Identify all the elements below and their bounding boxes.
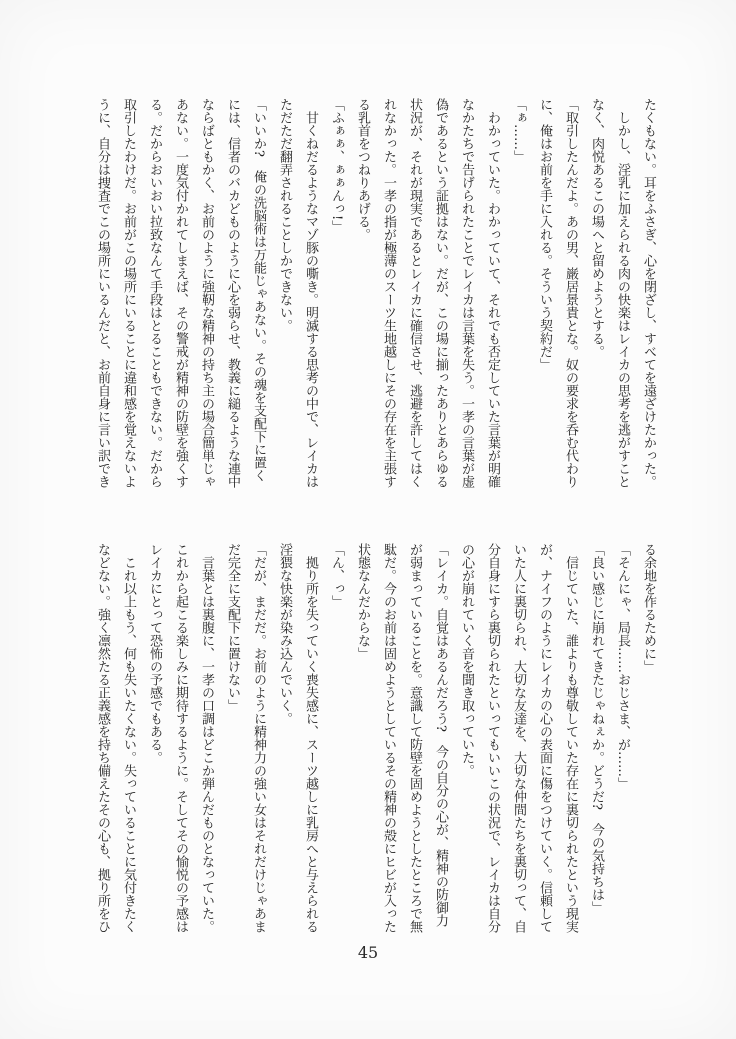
- paragraph: 「ん、っ」: [329, 543, 344, 608]
- paragraph: たくもない。耳をふさぎ、心を閉ざし、すべてを遠ざけたかった。: [641, 98, 656, 488]
- paragraph: 「ぁ……」: [511, 98, 526, 163]
- paragraph: 「だが、まだだ。お前のように精神力の強い女はそれだけじゃあまだ完全に支配下に置けない」: [225, 543, 266, 933]
- paragraph: 信じていた、誰よりも尊敬していた存在に裏切られたという現実が、ナイフのようにレイカの心の表面に傷をつけていく。信頼していた人に裏切られ、大切な友達を、大切な仲間たちを裏切って、自分自身にすら裏切られたといってもいいこの状況で、レイカは自分の心が崩れていく音を聞き取っていた。: [459, 543, 578, 933]
- paragraph: しかし、淫乳に加えられる肉の快楽はレイカの思考を逃がすことなく、肉悦あるこの場へと留めようとする。: [589, 98, 630, 488]
- paragraph: 「取引したんだよ。あの男、巌居景貴とな。奴の要求を呑む代わりに、俺はお前を手に入れる。そういう契約だ」: [537, 98, 578, 488]
- page-number: 45: [357, 943, 379, 962]
- vertical-text-block-top: [89, 98, 661, 488]
- paragraph: 甘くねだるようなマゾ豚の嘶き。明滅する思考の中で、レイカはただただ翻弄されることしかできない。: [277, 98, 318, 488]
- vertical-text-block-bottom: [89, 543, 661, 933]
- paragraph: わかっていた。わかっていて、それでも否定していた言葉が明確なかたちで告げられたことでレイカは言葉を失う。一孝の言葉が虚偽であるという証拠はない。だが、この場に揃ったありとあらゆる状況が、それが現実であるとレイカに確信させ、逃避を許してはくれなかった。一孝の指が極薄のスーツ生地越しにその存在を主張する乳首をつねりあげる。: [355, 98, 500, 488]
- paragraph: 「いいか? 俺の洗脳術は万能じゃあない。その魂を支配下に置くには、信者のバカどものように心を弱らせ、教義に縋るような連中ならばともかく、お前のように強靭な精神の持ち主の場合簡単じゃあない。一度気付かれてしまえば、その警戒が精神の防壁を強くする。だからおいおい拉致なんて手段はとることもできない。だから取引したわけだ。お前がこの場所にいることに違和感を覚えないように、自分は捜査でこの場所にいるんだと、お前自身に言い訳でき: [95, 98, 266, 488]
- paragraph: 言葉とは裏腹に、一孝の口調はどこか弾んだものとなっていた。これから起こる楽しみに期待するように。そしてその愉悦の予感はレイカにとって恐怖の予感でもある。: [147, 543, 214, 933]
- paragraph: 「そんにゃ、局長……おじさま、が……」: [615, 543, 630, 790]
- paragraph: 「レイカ。自覚はあるんだろう? 今の自分の心が、精神の防御力が弱まっていることを。意識して防壁を固めようとしたところで無駄だ。今のお前は固めようとしているその精神の殻にヒビが入った状態なんだからな」: [355, 543, 448, 933]
- paragraph: る余地を作るために」: [641, 543, 656, 673]
- paragraph: 拠り所を失っていく喪失感に、スーツ越しに乳房へと与えられる淫猥な快楽が染み込んでいく。: [277, 543, 318, 933]
- paragraph: 「良い感じに崩れてきたじゃねぇか。どうだ? 今の気持ちは」: [589, 543, 604, 914]
- paragraph: これ以上もう、何も失いたくない。失っていることに気付きたくなどない。強く凛然たる正義感を持ち備えたその心も、拠り所をひ: [95, 543, 136, 933]
- paragraph: 「ふぁぁ、ぁぁんっ!」: [329, 98, 344, 234]
